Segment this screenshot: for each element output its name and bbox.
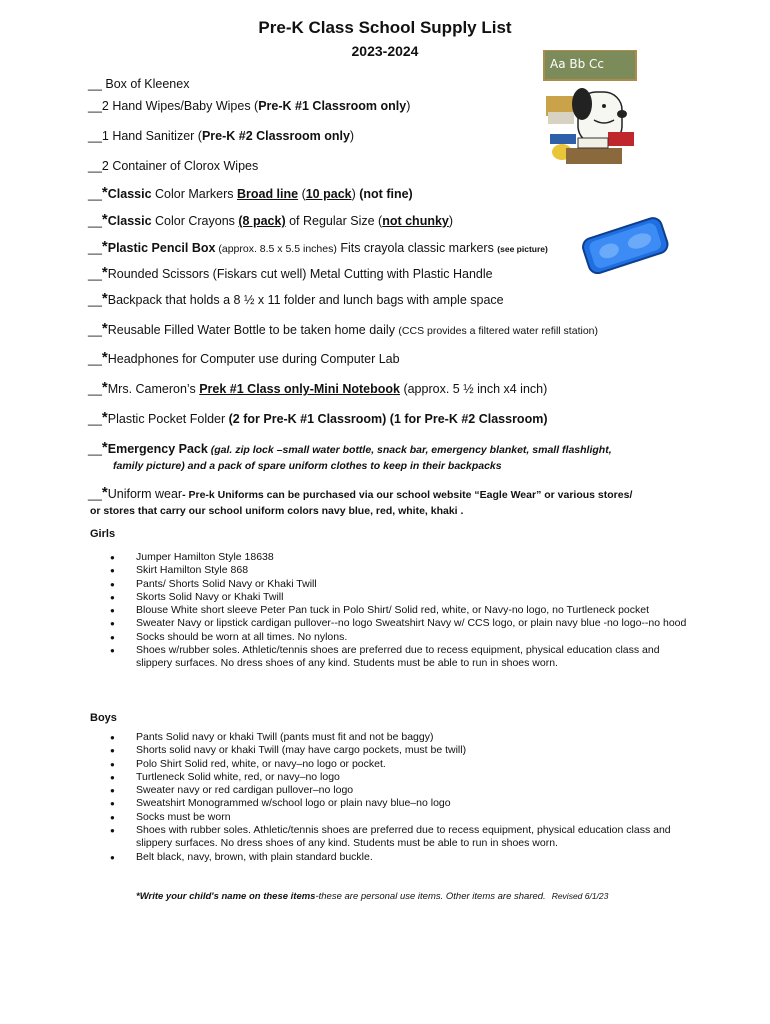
- item-emergency-pack: [88, 439, 612, 456]
- item-text: Uniform wear: [107, 487, 183, 501]
- item-title: Emergency Pack: [107, 442, 208, 456]
- item-pencil-box: [88, 238, 548, 255]
- see-picture-note: (see picture): [497, 244, 548, 254]
- item-text: Plastic Pocket Folder: [107, 412, 229, 426]
- list-item: ● Pants/ Shorts Solid Navy or Khaki Twill: [136, 578, 691, 591]
- item-headphones: [88, 349, 400, 366]
- blank-line: __: [88, 187, 102, 201]
- girls-uniform-list: [110, 551, 691, 671]
- item-text: Rounded Scissors (Fiskars cut well) Metal Cutting with Plastic Handle: [107, 267, 493, 281]
- required-star: *: [101, 320, 108, 337]
- item-water-bottle: [88, 320, 598, 337]
- snoopy-chalkboard-illustration: [542, 50, 638, 166]
- blank-line: __: [88, 382, 102, 396]
- list-item: ● Blouse White short sleeve Peter Pan tuck in Polo Shirt/ Solid red, white, or Navy-no logo, no Turtleneck pocket: [136, 604, 691, 617]
- item-brand: Classic: [107, 187, 152, 201]
- item-text: of Regular Size (: [285, 214, 383, 228]
- item-text: Reusable Filled Water Bottle to be taken home daily: [107, 323, 399, 337]
- item-title: Plastic Pencil Box: [107, 241, 216, 255]
- item-note: (CCS provides a filtered water refill station): [398, 325, 598, 337]
- item-text: ): [448, 214, 454, 228]
- item-note: Pre-K #1 Classroom only: [258, 99, 407, 113]
- blank-line: __: [88, 323, 102, 337]
- item-emphasis: not chunky: [382, 214, 449, 228]
- item-text: __2 Hand Wipes/Baby Wipes (: [88, 99, 259, 113]
- item-text: (: [298, 187, 306, 201]
- item-size-note: (approx. 8.5 x 5.5 inches): [215, 243, 337, 255]
- required-star: *: [101, 409, 108, 426]
- item-uniform: [88, 484, 632, 501]
- item-hand-sanitizer: [88, 129, 354, 143]
- required-star: *: [101, 439, 108, 456]
- item-text: __ Box of Kleenex: [88, 77, 190, 91]
- item-text: Fits crayola classic markers: [336, 241, 498, 255]
- footer-emphasis: *Write your child's name on these items: [136, 891, 316, 902]
- item-hand-wipes: [88, 99, 410, 113]
- list-item: ● Skorts Solid Navy or Khaki Twill: [136, 591, 691, 604]
- item-text-end: ): [349, 129, 355, 143]
- footer-text: -these are personal use items. Other items are shared.: [315, 891, 546, 902]
- item-note: Pre-K #2 Classroom only: [201, 129, 350, 143]
- blank-line: __: [88, 293, 102, 307]
- required-star: *: [101, 290, 108, 307]
- blank-line: __: [88, 267, 102, 281]
- list-item: ● Belt black, navy, brown, with plain standard buckle.: [136, 851, 691, 864]
- item-mini-notebook: [88, 379, 547, 396]
- footer-note: [136, 891, 608, 902]
- chalkboard-letters: Aa Bb Cc: [550, 57, 605, 71]
- item-crayons: [88, 211, 453, 228]
- item-clorox-wipes: [88, 159, 258, 173]
- required-star: *: [101, 211, 108, 228]
- item-text: Color Crayons: [151, 214, 239, 228]
- item-text: (approx. 5 ½ inch x4 inch): [399, 382, 548, 396]
- item-note: (gal. zip lock –small water bottle, snack bar, emergency blanket, small flashlight,: [207, 444, 612, 456]
- item-backpack: [88, 290, 504, 307]
- girls-heading: Girls: [90, 528, 116, 540]
- blank-line: __: [88, 487, 102, 501]
- list-item: ● Sweatshirt Monogrammed w/school logo or plain navy blue–no logo: [136, 797, 691, 810]
- item-text-end: ): [406, 99, 411, 113]
- blank-line: __: [88, 442, 102, 456]
- required-star: *: [101, 379, 108, 396]
- item-emphasis: Prek #1 Class only-Mini Notebook: [199, 382, 400, 396]
- blank-line: __: [88, 241, 102, 255]
- list-item: ● Socks must be worn: [136, 811, 691, 824]
- item-kleenex: [88, 77, 189, 91]
- required-star: *: [101, 484, 108, 501]
- item-text: ): [351, 187, 360, 201]
- item-scissors: [88, 264, 493, 281]
- list-item: ● Pants Solid navy or khaki Twill (pants must fit and not be baggy): [136, 731, 691, 744]
- list-item: ● Shorts solid navy or khaki Twill (may have cargo pockets, must be twill): [136, 744, 691, 757]
- item-text: Color Markers: [151, 187, 237, 201]
- required-star: *: [101, 349, 108, 366]
- list-item: ● Sweater Navy or lipstick cardigan pullover--no logo Sweatshirt Navy w/ CCS logo, or plain navy blue -no logo--no hood: [136, 617, 691, 630]
- item-text: Backpack that holds a 8 ½ x 11 folder and lunch bags with ample space: [107, 293, 504, 307]
- blank-line: __: [88, 214, 102, 228]
- item-emphasis: 10 pack: [305, 187, 352, 201]
- item-markers: [88, 184, 413, 201]
- item-note: (2 for Pre-K #1 Classroom) (1 for Pre-K #2 Classroom): [228, 412, 548, 426]
- boys-heading: Boys: [90, 712, 117, 724]
- list-item: ● Socks should be worn at all times. No nylons.: [136, 631, 691, 644]
- item-text: Mrs. Cameron’s: [107, 382, 200, 396]
- page-title: Pre-K Class School Supply List: [258, 18, 512, 37]
- list-item: ● Skirt Hamilton Style 868: [136, 564, 691, 577]
- item-brand: Classic: [107, 214, 152, 228]
- item-text: __2 Container of Clorox Wipes: [88, 159, 259, 173]
- school-year: 2023-2024: [351, 43, 419, 59]
- blank-line: __: [88, 352, 102, 366]
- list-item: ● Shoes with rubber soles. Athletic/tennis shoes are preferred due to recess equipment, physical education class and slippery surfaces. No dress shoes of any kind. Students must be able to run in shoes worn.: [136, 824, 691, 851]
- item-emphasis: Broad line: [236, 187, 299, 201]
- list-item: ● Shoes w/rubber soles. Athletic/tennis shoes are preferred due to recess equipment, physical education class and slippery surfaces. No dress shoes of any kind. Students must be able to run in shoes worn.: [136, 644, 691, 671]
- revised-date: Revised 6/1/23: [551, 891, 609, 901]
- item-note: (not fine): [359, 187, 413, 201]
- boys-uniform-list: [110, 731, 691, 864]
- emergency-pack-continued: family picture) and a pack of spare uniform clothes to keep in their backpacks: [113, 460, 502, 472]
- list-item: ● Jumper Hamilton Style 18638: [136, 551, 691, 564]
- item-emphasis: (8 pack): [238, 214, 286, 228]
- pencil-box-photo: [576, 216, 672, 274]
- item-note: - Pre-k Uniforms can be purchased via our school website “Eagle Wear” or various stores/: [182, 489, 633, 501]
- required-star: *: [101, 238, 108, 255]
- list-item: ● Polo Shirt Solid red, white, or navy–no logo or pocket.: [136, 758, 691, 771]
- required-star: *: [101, 264, 108, 281]
- list-item: ● Turtleneck Solid white, red, or navy–no logo: [136, 771, 691, 784]
- uniform-continued: or stores that carry our school uniform colors navy blue, red, white, khaki .: [90, 505, 464, 517]
- item-pocket-folder: [88, 409, 547, 426]
- item-text: Headphones for Computer use during Computer Lab: [107, 352, 400, 366]
- item-text: __1 Hand Sanitizer (: [88, 129, 202, 143]
- blank-line: __: [88, 412, 102, 426]
- required-star: *: [101, 184, 108, 201]
- list-item: ● Sweater navy or red cardigan pullover–no logo: [136, 784, 691, 797]
